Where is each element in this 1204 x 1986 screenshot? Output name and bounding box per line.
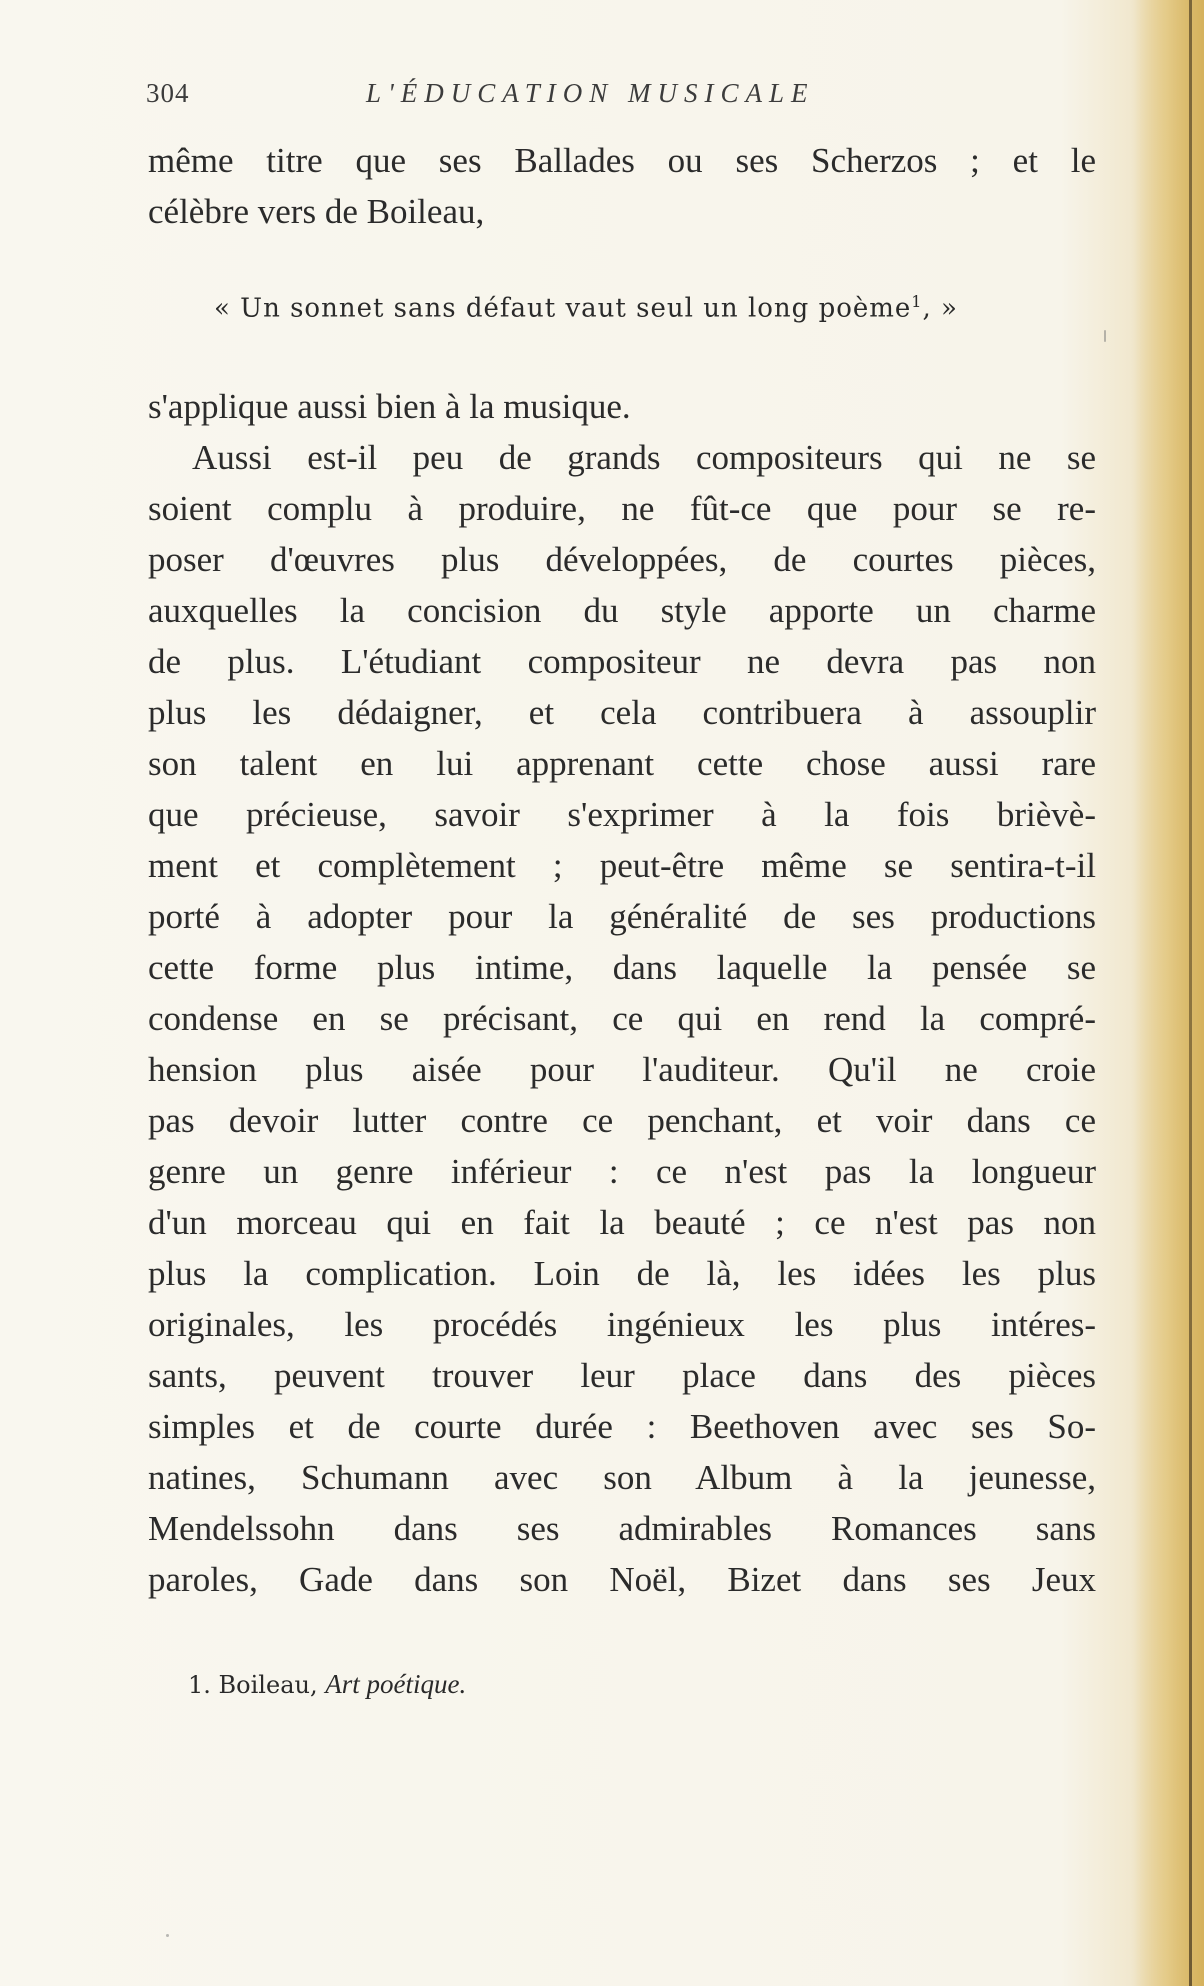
footnote-reference: 1 xyxy=(911,292,923,311)
text-line: hension plus aisée pour l'auditeur. Qu'il ne croie xyxy=(148,1050,1096,1089)
text-line: natines, Schumann avec son Album à la jeunesse, xyxy=(148,1458,1096,1497)
text-line: Mendelssohn dans ses admirables Romances sans xyxy=(148,1509,1096,1548)
text-line: condense en se précisant, ce qui en rend la compré- xyxy=(148,999,1096,1038)
text-line: paroles, Gade dans son Noël, Bizet dans ses Jeux xyxy=(148,1560,1096,1599)
footnote xyxy=(188,1669,466,1700)
text-line: Aussi est-il peu de grands compositeurs qui ne se xyxy=(192,438,1096,477)
text-line: de plus. L'étudiant compositeur ne devra pas non xyxy=(148,642,1096,681)
main-paragraph xyxy=(148,381,1096,1605)
quote-text: « Un sonnet sans défaut vaut seul un long poème xyxy=(214,293,912,324)
page-header xyxy=(146,78,1096,118)
text-line: auxquelles la concision du style apporte un charme xyxy=(148,591,1096,630)
page-edge-shadow xyxy=(1134,0,1204,1986)
text-line: même titre que ses Ballades ou ses Scherzos ; et le xyxy=(148,141,1096,180)
text-line: célèbre vers de Boileau, xyxy=(148,192,485,231)
running-title: L'ÉDUCATION MUSICALE xyxy=(366,78,815,108)
text-line: sants, peuvent trouver leur place dans des pièces xyxy=(148,1356,1096,1395)
page-number: 304 xyxy=(146,78,190,108)
text-line: s'applique aussi bien à la musique. xyxy=(148,387,631,426)
text-line: cette forme plus intime, dans laquelle la pensée se xyxy=(148,948,1096,987)
text-line: simples et de courte durée : Beethoven avec ses So- xyxy=(148,1407,1096,1446)
text-line: plus la complication. Loin de là, les idées les plus xyxy=(148,1254,1096,1293)
text-line: soient complu à produire, ne fût-ce que pour se re- xyxy=(148,489,1096,528)
text-line: pas devoir lutter contre ce penchant, et voir dans ce xyxy=(148,1101,1096,1140)
quote-close: , » xyxy=(922,293,958,324)
text-line: originales, les procédés ingénieux les plus intéres- xyxy=(148,1305,1096,1344)
paragraph-continuation xyxy=(148,135,1096,237)
text-line: ment et complètement ; peut-être même se sentira-t-il xyxy=(148,846,1096,885)
footnote-work-title: Art poétique. xyxy=(325,1669,467,1699)
paper-speck xyxy=(166,1934,169,1937)
text-line: porté à adopter pour la généralité de ses productions xyxy=(148,897,1096,936)
text-line: genre un genre inférieur : ce n'est pas la longueur xyxy=(148,1152,1096,1191)
text-line: que précieuse, savoir s'exprimer à la fois brièvè- xyxy=(148,795,1096,834)
page-edge-line xyxy=(1189,0,1192,1986)
footnote-author: Boileau, xyxy=(218,1671,318,1699)
text-line: poser d'œuvres plus développées, de courtes pièces, xyxy=(148,540,1096,579)
footnote-marker: 1. xyxy=(188,1671,211,1699)
verse-quote xyxy=(214,292,958,324)
paper-mark xyxy=(1104,330,1106,342)
text-line: plus les dédaigner, et cela contribuera à assouplir xyxy=(148,693,1096,732)
text-line: son talent en lui apprenant cette chose aussi rare xyxy=(148,744,1096,783)
text-line: d'un morceau qui en fait la beauté ; ce n'est pas non xyxy=(148,1203,1096,1242)
